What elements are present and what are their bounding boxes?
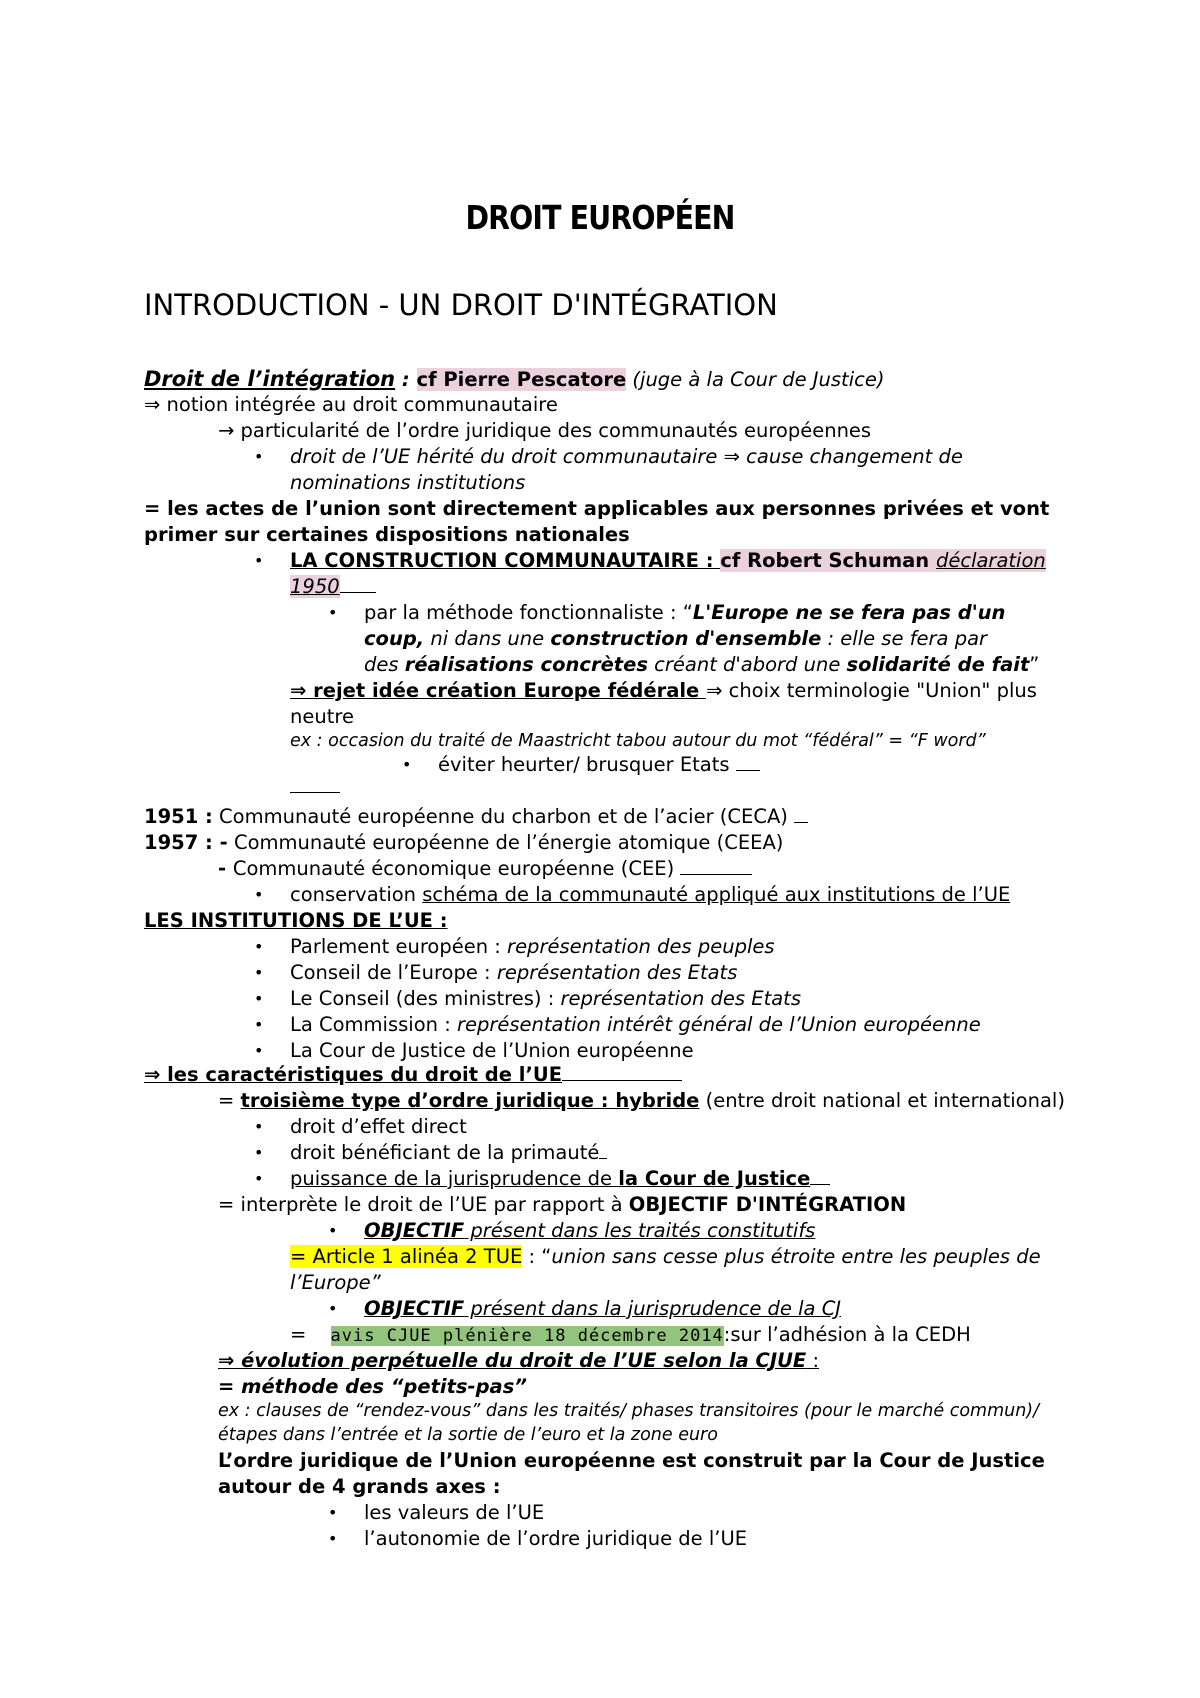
line-coup: coup, ni dans une construction d'ensemble : elle se fera par — [364, 627, 988, 650]
line-objectif-traites: OBJECTIF présent dans les traités constitutifs — [364, 1219, 816, 1242]
line-droit-ue-herite: droit de l’UE hérité du droit communautaire ⇒ cause changement de — [290, 445, 963, 468]
line-actes-union: = les actes de l’union sont directement applicables aux personnes privées et vont — [144, 497, 1050, 520]
blank-underline — [290, 774, 340, 793]
bullet: • — [328, 1299, 338, 1318]
line-rejet-federale: ⇒ rejet idée création Europe fédérale ⇒ choix terminologie "Union" plus — [290, 679, 1037, 702]
bullet: • — [328, 1529, 338, 1548]
blank-underline — [794, 804, 808, 823]
document-title: DROIT EUROPÉEN — [465, 198, 735, 237]
line-evolution: ⇒ évolution perpétuelle du droit de l’UE selon la CJUE : — [218, 1349, 820, 1372]
line-neutre: neutre — [290, 705, 354, 728]
blank-underline — [562, 1062, 682, 1081]
line-construction-communautaire: LA CONSTRUCTION COMMUNAUTAIRE : cf Robert Schuman déclaration — [290, 549, 1046, 572]
bullet: • — [328, 1221, 338, 1240]
line-parlement: Parlement européen : représentation des peuples — [290, 935, 775, 958]
line-etapes: étapes dans l’entrée et la sortie de l’euro et la zone euro — [218, 1425, 718, 1445]
line-1957: 1957 : - Communauté européenne de l’énergie atomique (CEEA) — [144, 831, 784, 854]
line-valeurs: les valeurs de l’UE — [364, 1501, 545, 1524]
bullet: • — [402, 755, 412, 774]
line-caracteristiques: ⇒ les caractéristiques du droit de l’UE — [144, 1062, 682, 1088]
line-clauses: ex : clauses de “rendez-vous” dans les traités/ phases transitoires (pour le marché commun)/ — [218, 1401, 1040, 1421]
bullet: • — [254, 963, 264, 982]
line-primaute: droit bénéficiant de la primauté — [290, 1140, 607, 1166]
line-notion: ⇒ notion intégrée au droit communautaire — [144, 393, 558, 416]
bullet: • — [254, 1015, 264, 1034]
bullet: • — [328, 603, 338, 622]
line-article-tue: = Article 1 alinéa 2 TUE : “union sans cesse plus étroite entre les peuples de — [290, 1245, 1041, 1268]
section-heading: INTRODUCTION - UN DROIT D'INTÉGRATION — [144, 288, 778, 322]
line-petits-pas: = méthode des “petits-pas” — [218, 1375, 527, 1398]
line-droit-integration: Droit de l’intégration : cf Pierre Pescatore (juge à la Cour de Justice) — [144, 367, 885, 391]
line-maastricht: ex : occasion du traité de Maastricht tabou autour du mot “fédéral” = “F word” — [290, 731, 986, 751]
bullet: • — [254, 1143, 264, 1162]
bullet: • — [254, 937, 264, 956]
line-europe: l’Europe” — [290, 1271, 381, 1294]
line-nominations: nominations institutions — [290, 471, 526, 494]
bullet: • — [254, 885, 264, 904]
line-1951: 1951 : Communauté européenne du charbon et de l’acier (CECA) — [144, 804, 808, 830]
bullet: • — [254, 1117, 264, 1136]
blank-underline — [599, 1140, 607, 1159]
line-avis-cjue: = avis CJUE plénière 18 décembre 2014:sur l’adhésion à la CEDH — [290, 1323, 971, 1346]
line-autonomie: l’autonomie de l’ordre juridique de l’UE — [364, 1527, 748, 1550]
line-jurisprudence: puissance de la jurisprudence de la Cour de Justice — [290, 1166, 830, 1192]
blank-underline — [810, 1166, 830, 1185]
blank-underline — [340, 574, 376, 593]
line-commission: La Commission : représentation intérêt général de l’Union européenne — [290, 1013, 981, 1036]
bullet: • — [254, 989, 264, 1008]
line-cee: - Communauté économique européenne (CEE) — [218, 856, 752, 882]
line-troisieme-type: = troisième type d’ordre juridique : hybride (entre droit national et international) — [218, 1089, 1065, 1112]
line-realisations: des réalisations concrètes créant d'abord une solidarité de fait” — [364, 653, 1040, 676]
line-interprete: = interprète le droit de l’UE par rapport à OBJECTIF D'INTÉGRATION — [218, 1193, 907, 1216]
bullet: • — [254, 447, 264, 466]
line-conservation: conservation schéma de la communauté appliqué aux institutions de l’UE — [290, 883, 1011, 906]
line-grands-axes: autour de 4 grands axes : — [218, 1475, 501, 1498]
bullet: • — [254, 1169, 264, 1188]
line-ordre-juridique: L’ordre juridique de l’Union européenne est construit par la Cour de Justice — [218, 1449, 1045, 1472]
line-methode-fonctionnaliste: par la méthode fonctionnaliste : “L'Europe ne se fera pas d'un — [364, 601, 1006, 624]
line-objectif-jurisprudence: OBJECTIF présent dans la jurisprudence de la CJ — [364, 1297, 842, 1320]
line-conseil-europe: Conseil de l’Europe : représentation des Etats — [290, 961, 738, 984]
line-1950: 1950 — [290, 574, 376, 600]
line-cour-justice: La Cour de Justice de l’Union européenne — [290, 1039, 694, 1062]
line-primer: primer sur certaines dispositions nationales — [144, 523, 630, 546]
bullet: • — [254, 1041, 264, 1060]
blank-underline — [680, 856, 752, 875]
bullet: • — [254, 551, 264, 570]
bullet: • — [328, 1503, 338, 1522]
blank-underline — [736, 752, 760, 771]
line-effet-direct: droit d’effet direct — [290, 1115, 467, 1138]
line-conseil-ministres: Le Conseil (des ministres) : représentation des Etats — [290, 987, 801, 1010]
line-blank — [290, 774, 340, 800]
line-institutions-heading: LES INSTITUTIONS DE L’UE : — [144, 909, 448, 932]
line-eviter-heurter: éviter heurter/ brusquer Etats — [438, 752, 760, 778]
line-particularite: → particularité de l’ordre juridique des communautés européennes — [218, 419, 872, 442]
